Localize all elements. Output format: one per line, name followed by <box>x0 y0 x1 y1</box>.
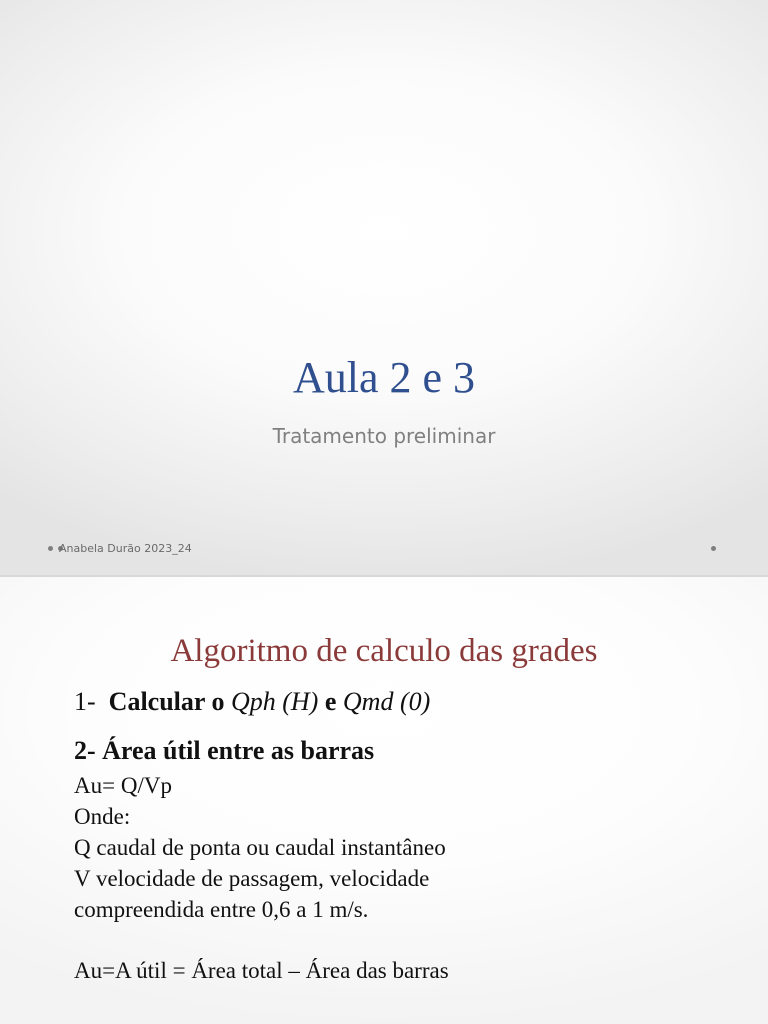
slide-footer-author: Anabela Durão 2023_24 <box>59 542 192 555</box>
body-line: Q caudal de ponta ou caudal instantâneo <box>74 835 446 860</box>
content-slide-title: Algoritmo de calculo das grades <box>170 633 598 669</box>
step-2-heading: 2- Área útil entre as barras <box>74 736 375 765</box>
body-line: Onde: <box>74 804 131 829</box>
body-line: compreendida entre 0,6 a 1 m/s. <box>74 897 369 922</box>
slide-subtitle: Tratamento preliminar <box>272 424 496 448</box>
step-1-italic-b: Qmd (0) <box>342 687 431 716</box>
step-1-text-a: Calcular o <box>108 687 225 716</box>
step-1-text-b: e <box>324 687 337 716</box>
formula-line: Au= Q/Vp <box>74 773 172 798</box>
footer-bullet-icon <box>48 546 53 551</box>
step-1-number: 1- <box>74 687 96 716</box>
body-line: V velocidade de passagem, velocidade <box>74 866 430 891</box>
step-1 <box>74 687 430 717</box>
formula-line: Au=A útil = Área total – Área das barras <box>74 958 449 983</box>
slide-title: Aula 2 e 3 <box>292 353 476 402</box>
step-1-italic-a: Qph (H) <box>230 687 319 716</box>
content-slide <box>0 577 768 1024</box>
footer-page-bullet-icon <box>711 546 716 551</box>
